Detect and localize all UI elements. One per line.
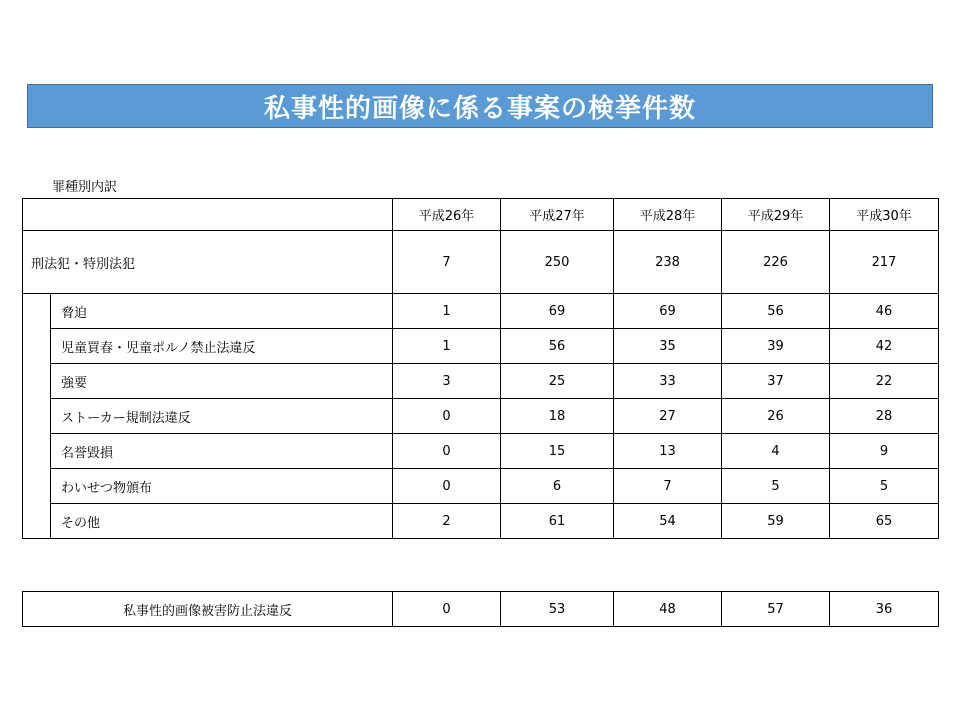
cell-value: 1 — [393, 294, 501, 329]
breakdown-table — [22, 198, 939, 539]
year-header: 平成26年 — [393, 199, 501, 231]
cell-value: 7 — [614, 469, 722, 504]
cell-value: 69 — [614, 294, 722, 329]
separate-law-value: 57 — [722, 592, 830, 627]
separate-law-value: 48 — [614, 592, 722, 627]
row-label: 脅迫 — [51, 294, 393, 329]
total-row — [23, 231, 939, 294]
cell-value: 2 — [393, 504, 501, 539]
indent-cell — [23, 364, 51, 399]
total-value: 250 — [501, 231, 614, 294]
total-value: 238 — [614, 231, 722, 294]
cell-value: 3 — [393, 364, 501, 399]
year-header: 平成29年 — [722, 199, 830, 231]
cell-value: 27 — [614, 399, 722, 434]
cell-value: 42 — [830, 329, 939, 364]
cell-value: 4 — [722, 434, 830, 469]
cell-value: 69 — [501, 294, 614, 329]
row-label: 児童買春・児童ポルノ禁止法違反 — [51, 329, 393, 364]
cell-value: 35 — [614, 329, 722, 364]
separate-law-table — [22, 591, 939, 627]
total-value: 7 — [393, 231, 501, 294]
cell-value: 13 — [614, 434, 722, 469]
section-label: 罪種別内訳 — [52, 180, 118, 195]
separate-law-value: 36 — [830, 592, 939, 627]
row-label: ストーカー規制法違反 — [51, 399, 393, 434]
cell-value: 54 — [614, 504, 722, 539]
header-row — [23, 199, 939, 231]
cell-value: 65 — [830, 504, 939, 539]
row-label: 強要 — [51, 364, 393, 399]
separate-law-row — [23, 592, 939, 627]
year-header: 平成28年 — [614, 199, 722, 231]
table-row — [23, 364, 939, 399]
indent-cell — [23, 469, 51, 504]
cell-value: 0 — [393, 399, 501, 434]
cell-value: 5 — [722, 469, 830, 504]
cell-value: 39 — [722, 329, 830, 364]
title-banner — [27, 84, 933, 128]
cell-value: 6 — [501, 469, 614, 504]
table-row — [23, 434, 939, 469]
indent-cell — [23, 329, 51, 364]
header-blank-cell — [23, 199, 393, 231]
cell-value: 37 — [722, 364, 830, 399]
table-row — [23, 329, 939, 364]
separate-law-value: 53 — [501, 592, 614, 627]
table-row — [23, 469, 939, 504]
total-label: 刑法犯・特別法犯 — [23, 231, 393, 294]
cell-value: 0 — [393, 434, 501, 469]
year-header: 平成27年 — [501, 199, 614, 231]
cell-value: 46 — [830, 294, 939, 329]
row-label: その他 — [51, 504, 393, 539]
cell-value: 26 — [722, 399, 830, 434]
cell-value: 15 — [501, 434, 614, 469]
indent-cell — [23, 294, 51, 329]
cell-value: 61 — [501, 504, 614, 539]
row-label: わいせつ物頒布 — [51, 469, 393, 504]
separate-law-label: 私事性的画像被害防止法違反 — [23, 592, 393, 627]
page-title: 私事性的画像に係る事案の検挙件数 — [263, 93, 696, 124]
table-row — [23, 294, 939, 329]
total-value: 226 — [722, 231, 830, 294]
cell-value: 25 — [501, 364, 614, 399]
cell-value: 28 — [830, 399, 939, 434]
table-row — [23, 504, 939, 539]
indent-cell — [23, 399, 51, 434]
indent-cell — [23, 504, 51, 539]
year-header: 平成30年 — [830, 199, 939, 231]
cell-value: 9 — [830, 434, 939, 469]
row-label: 名誉毀損 — [51, 434, 393, 469]
cell-value: 22 — [830, 364, 939, 399]
table-row — [23, 399, 939, 434]
cell-value: 56 — [722, 294, 830, 329]
cell-value: 18 — [501, 399, 614, 434]
cell-value: 56 — [501, 329, 614, 364]
cell-value: 33 — [614, 364, 722, 399]
total-value: 217 — [830, 231, 939, 294]
separate-law-value: 0 — [393, 592, 501, 627]
cell-value: 59 — [722, 504, 830, 539]
cell-value: 0 — [393, 469, 501, 504]
cell-value: 5 — [830, 469, 939, 504]
indent-cell — [23, 434, 51, 469]
cell-value: 1 — [393, 329, 501, 364]
